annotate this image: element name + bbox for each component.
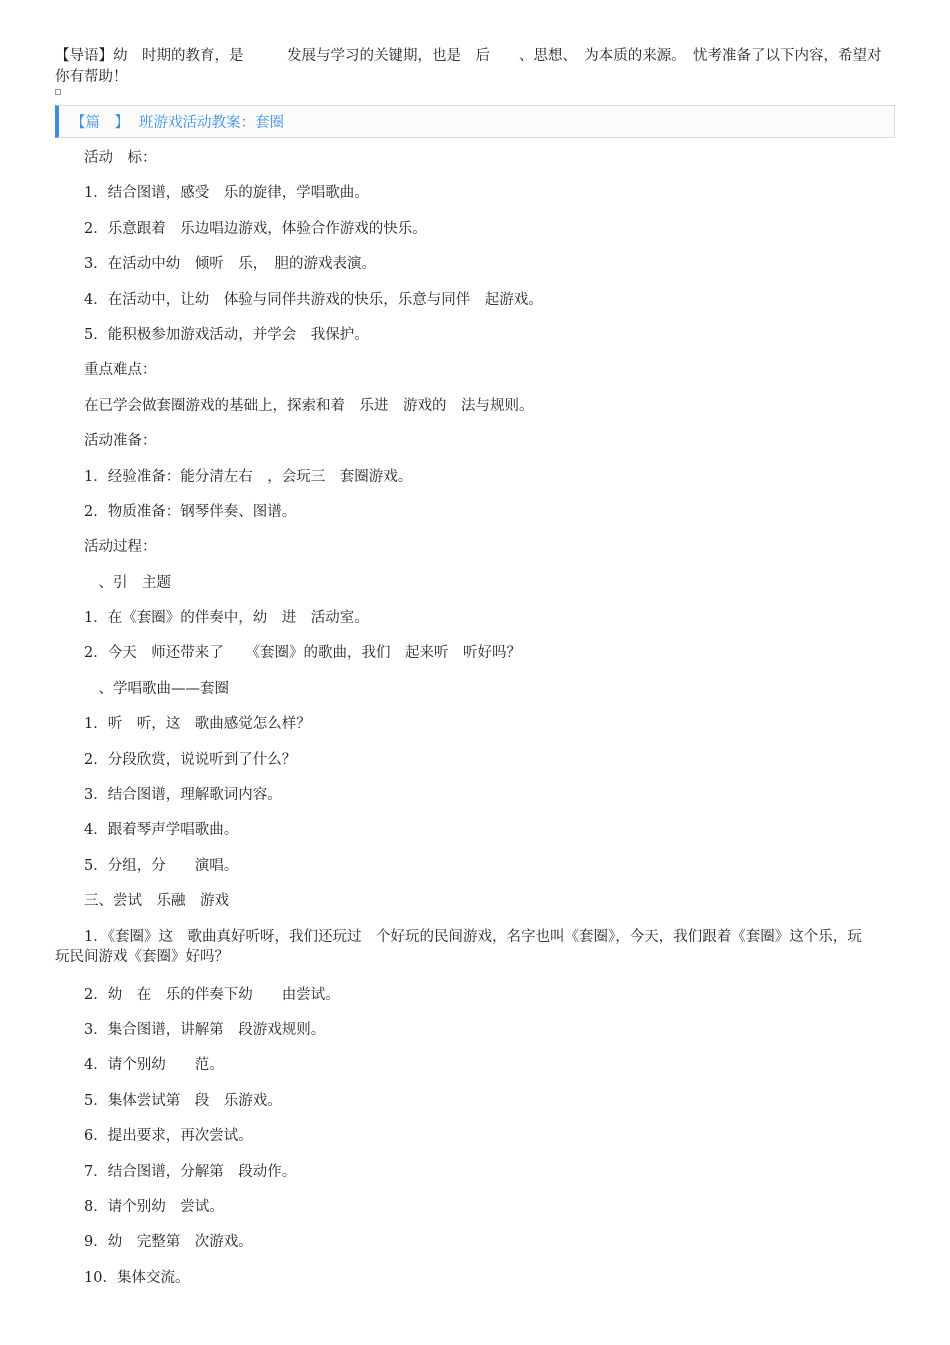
text-line: 1．在《套圈》的伴奏中，幼 进 活动室。 (84, 610, 369, 627)
text-line: 10．集体交流。 (84, 1269, 190, 1286)
text-line: 在已学会做套圈游戏的基础上，探索和着 乐进 游戏的 法与规则。 (84, 397, 534, 414)
text-line: 、引 主题 (84, 574, 171, 591)
text-line: 2．今天 师还带来了 《套圈》的歌曲，我们 起来听 听好吗？ (84, 645, 521, 662)
text-line: 重点难点： (84, 362, 157, 379)
text-line: 、学唱歌曲——套圈 (84, 680, 229, 697)
text-line: 8．请个别幼 尝试。 (84, 1198, 224, 1215)
text-line: 活动 标： (84, 150, 157, 166)
text-line: 5．集体尝试第 段 乐游戏。 (84, 1092, 282, 1109)
text-line: 2．乐意跟着 乐边唱边游戏，体验合作游戏的快乐。 (84, 220, 427, 237)
text-line: 活动准备： (84, 433, 157, 450)
text-line: 4．请个别幼 范。 (84, 1057, 224, 1074)
text-line: 2．物质准备：钢琴伴奏、图谱。 (84, 503, 297, 520)
text-line-wrapped: 1．《套圈》这 歌曲真好听呀，我们还玩过 个好玩的民间游戏，名字也叫《套圈》，今天，我们跟着《套圈》这个乐，玩 玩民间游戏《套圈》好吗？ (55, 928, 877, 965)
text-line: 9．幼 完整第 次游戏。 (84, 1234, 253, 1251)
text-line: 2．分段欣赏，说说听到了什么？ (84, 751, 297, 768)
text-line: 3．集合图谱，讲解第 段游戏规则。 (84, 1021, 326, 1038)
section-title: 班游戏活动教案：套圈 (139, 115, 284, 131)
intro-text: 【导语】幼 时期的教育，是 发展与学习的关键期，也是 后 、思想、 为本质的来源。 忧考准备了以下内容，希望对你有帮助！ (55, 48, 882, 85)
text-line: 1．经验准备：能分清左右 ，会玩三 套圈游戏。 (84, 468, 413, 485)
text-line: 4．跟着琴声学唱歌曲。 (84, 822, 239, 839)
intro-paragraph (55, 46, 885, 95)
text-line: 3．结合图谱，理解歌词内容。 (84, 787, 282, 804)
section-header (55, 105, 895, 138)
text-line: 1．结合图谱，感受 乐的旋律，学唱歌曲。 (84, 185, 369, 202)
text-line: 5．能积极参加游戏活动，并学会 我保护。 (84, 326, 369, 343)
text-line: 1．听 听，这 歌曲感觉怎么样？ (84, 716, 311, 733)
text-line: 4．在活动中，让幼 体验与同伴共游戏的快乐，乐意与同伴 起游戏。 (84, 291, 543, 308)
text-line: 2．幼 在 乐的伴奏下幼 由尝试。 (84, 986, 340, 1003)
lesson-body (55, 146, 894, 1301)
text-line: 活动过程： (84, 539, 157, 556)
text-line: 5．分组，分 演唱。 (84, 857, 239, 874)
text-line: 6．提出要求，再次尝试。 (84, 1128, 253, 1145)
text-line: 3．在活动中幼 倾听 乐， 胆的游戏表演。 (84, 256, 376, 273)
section-label: 【篇 】 (71, 115, 129, 131)
text-line: 三、尝试 乐融 游戏 (84, 893, 229, 910)
paragraph-marker-icon (55, 89, 61, 95)
text-line: 7．结合图谱，分解第 段动作。 (84, 1163, 297, 1180)
